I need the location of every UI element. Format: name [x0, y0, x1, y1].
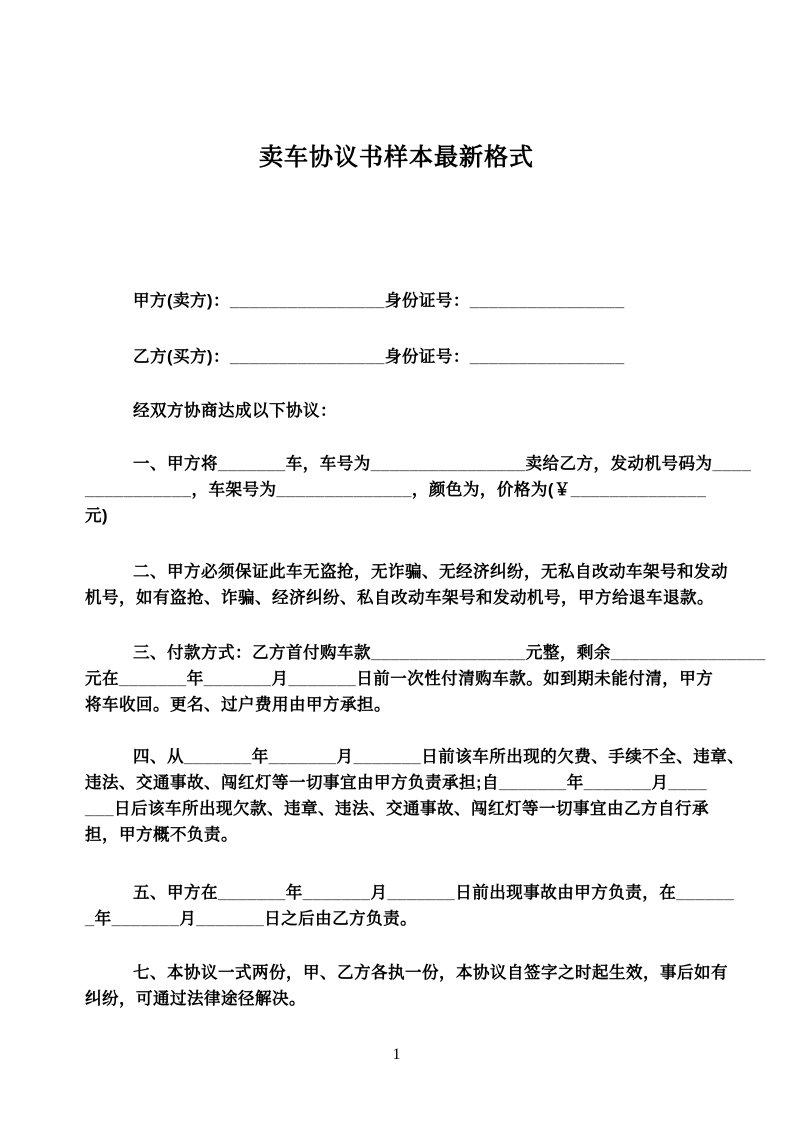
clause-line: ___日后该车所出现欠款、违章、违法、交通事故、闯红灯等一切事宜由乙方自行承 — [85, 800, 710, 818]
clause-1 — [85, 451, 752, 529]
page-number: 1 — [392, 1046, 401, 1063]
party-a-line: 甲方(卖方)：________________身份证号：________________ — [133, 292, 625, 310]
clause-line: 二、甲方必须保证此车无盗抢，无诈骗、无经济纠纷，无私自改动车架号和发动 — [133, 563, 728, 581]
clause-line: 元) — [85, 507, 108, 525]
clause-line: 机号，如有盗抢、诈骗、经济纠纷、私自改动车架号和发动机号，甲方给退车退款。 — [85, 589, 714, 607]
clause-5 — [85, 880, 735, 932]
party-b-row — [85, 344, 725, 370]
clause-line: 三、付款方式：乙方首付购车款________________元整，剩余________________ — [133, 644, 766, 662]
clause-3 — [85, 640, 766, 718]
clause-line: 违法、交通事故、闯红灯等一切事宜由甲方负责承担;自_______年_______月____ — [85, 774, 708, 792]
clause-line: 七、本协议一式两份，甲、乙方各执一份，本协议自签字之时起生效，事后如有 — [133, 964, 728, 982]
party-a-row — [85, 288, 725, 314]
clause-2 — [85, 559, 728, 611]
document-title: 卖车协议书样本最新格式 — [259, 144, 534, 171]
clause-line: _年_______月_______日之后由乙方负责。 — [85, 910, 418, 928]
clause-4 — [85, 744, 745, 848]
clause-line: 五、甲方在_______年_______月_______日前出现事故由甲方负责，在______ — [133, 884, 735, 902]
clause-line: 纠纷，可通过法律途径解决。 — [85, 990, 306, 1008]
clause-line: 担，甲方概不负责。 — [85, 826, 238, 844]
preamble-line: 经双方协商达成以下协议： — [133, 402, 337, 420]
party-b-line: 乙方(买方)：________________身份证号：________________ — [133, 348, 625, 366]
clause-line: 将车收回。更名、过户费用由甲方承担。 — [85, 696, 391, 714]
clause-line: 四、从_______年_______月_______日前该车所出现的欠费、手续不全、违章、 — [133, 748, 745, 766]
clause-line: 元在_______年_______月_______日前一次性付清购车款。如到期未能付清，甲方 — [85, 670, 714, 688]
preamble-row — [85, 398, 725, 424]
clause-line: ___________，车架号为______________，颜色为，价格为(￥______________ — [85, 481, 707, 499]
clause-line: 一、甲方将_______车，车号为________________卖给乙方，发动机号码为____ — [133, 455, 752, 473]
clause-7 — [85, 960, 728, 1012]
